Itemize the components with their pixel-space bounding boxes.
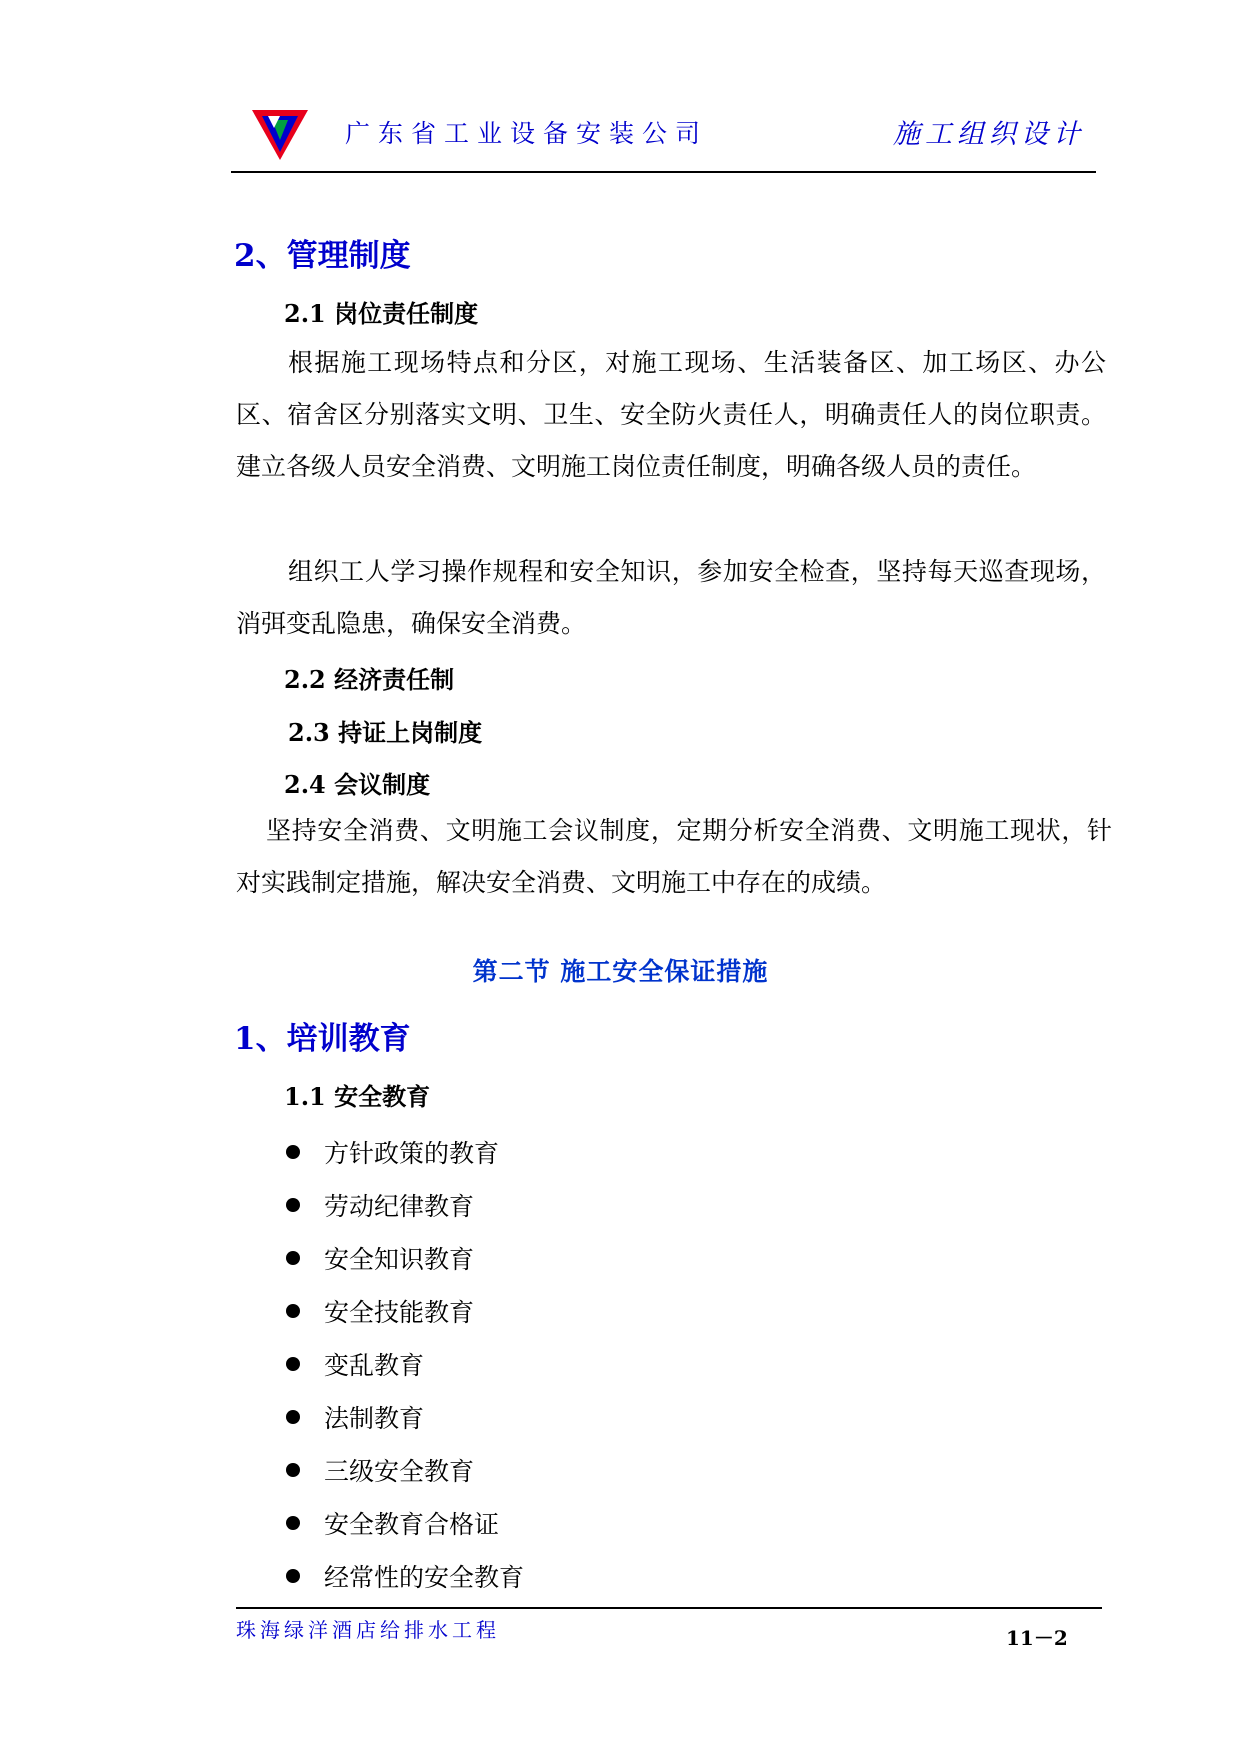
list-item: 方针政策的教育 (282, 1125, 524, 1178)
bullet-icon (286, 1198, 300, 1212)
paragraph-2-1-b: 组织工人学习操作规程和安全知识，参加安全检查，坚持每天巡查现场，消弭变乱隐患，确保安全消费。 (236, 557, 1106, 638)
bullet-icon (286, 1304, 300, 1318)
list-item: 安全知识教育 (282, 1231, 524, 1284)
paragraph-2-1-a: 根据施工现场特点和分区，对施工现场、生活装备区、加工场区、办公区、宿舍区分别落实文明、卫生、安全防火责任人，明确责任人的岗位职责。建立各级人员安全消费、文明施工岗位责任制度，明确各级人员的责任。 (236, 348, 1106, 481)
section-heading-training: 1、培训教育 (234, 1021, 411, 1057)
list-item: 法制教育 (282, 1390, 524, 1443)
section-heading-management: 2、管理制度 (234, 238, 411, 274)
paragraph-2-4: 坚持安全消费、文明施工会议制度，定期分析安全消费、文明施工现状，针对实践制定措施，解决安全消费、文明施工中存在的成绩。 (236, 816, 1112, 897)
bullet-icon (286, 1251, 300, 1265)
list-item: 安全教育合格证 (282, 1496, 524, 1549)
bullet-icon (286, 1145, 300, 1159)
list-item: 安全技能教育 (282, 1284, 524, 1337)
header-company-name: 广东省工业设备安装公司 (345, 119, 709, 148)
section-title: 第二节 施工安全保证措施 (472, 957, 769, 986)
bullet-icon (286, 1410, 300, 1424)
page-number: 11－2 (1006, 1626, 1068, 1650)
company-logo (250, 106, 310, 162)
list-item: 劳动纪律教育 (282, 1178, 524, 1231)
bullet-icon (286, 1357, 300, 1371)
list-item: 变乱教育 (282, 1337, 524, 1390)
header-rule (231, 171, 1096, 173)
bullet-icon (286, 1569, 300, 1583)
subheading-2-3: 2.3 持证上岗制度 (288, 718, 483, 747)
education-bullet-list (282, 1125, 524, 1602)
subheading-1-1: 1.1 安全教育 (284, 1082, 431, 1111)
subheading-2-4: 2.4 会议制度 (284, 770, 431, 799)
logo-icon (250, 106, 310, 162)
subheading-2-2: 2.2 经济责任制 (284, 665, 455, 694)
footer-project-name: 珠海绿洋酒店给排水工程 (236, 1618, 500, 1642)
list-item: 经常性的安全教育 (282, 1549, 524, 1602)
subheading-2-1: 2.1 岗位责任制度 (284, 299, 479, 328)
bullet-icon (286, 1463, 300, 1477)
bullet-icon (286, 1516, 300, 1530)
footer-rule (236, 1607, 1102, 1609)
header-doc-type: 施工组织设计 (893, 119, 1085, 150)
list-item: 三级安全教育 (282, 1443, 524, 1496)
